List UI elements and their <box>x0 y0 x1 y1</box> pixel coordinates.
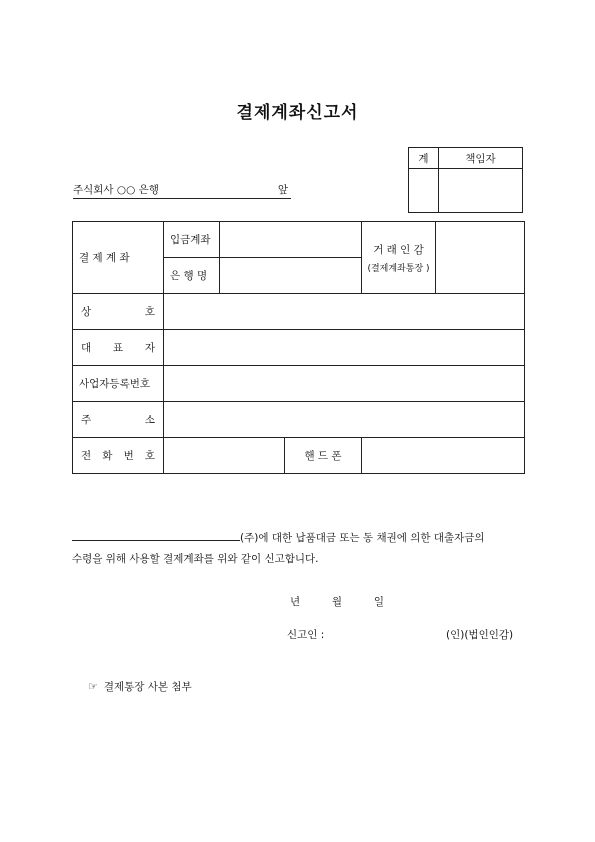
addressee-bank: 주식회사 ○○ 은행 <box>73 184 159 196</box>
approval-box <box>408 147 523 213</box>
transaction-seal-note: (결제계좌통장 ) <box>367 263 430 274</box>
phone-label: 전 화 번 호 <box>73 438 164 474</box>
business-reg-no-label: 사업자등록번호 <box>73 366 164 402</box>
notice-paragraph <box>72 527 524 570</box>
company-blank[interactable] <box>72 527 240 541</box>
address-label: 주 소 <box>73 402 164 438</box>
company-suffix: (주) <box>240 532 259 544</box>
reporter-seal: (인)(법인인감) <box>446 629 514 641</box>
payment-account-label: 결 제 계 좌 <box>73 222 164 294</box>
date-line <box>290 594 384 609</box>
reporter-label: 신고인 : <box>287 629 325 641</box>
company-name-label: 상 호 <box>73 294 164 330</box>
approval-header-manager: 책임자 <box>438 148 522 169</box>
mobile-label: 핸 드 폰 <box>285 438 362 474</box>
deposit-account-label: 입금계좌 <box>164 222 220 258</box>
addressee-suffix: 앞 <box>277 184 288 196</box>
deposit-account-field[interactable] <box>220 222 362 258</box>
notice-line-2: 수령을 위해 사용할 결제계좌를 위와 같이 신고합니다. <box>72 553 319 565</box>
addressee-line <box>73 183 291 199</box>
transaction-seal-label <box>362 222 436 294</box>
attachment-note <box>88 679 192 694</box>
business-reg-no-field[interactable] <box>164 366 525 402</box>
representative-label: 대 표 자 <box>73 330 164 366</box>
phone-field[interactable] <box>164 438 285 474</box>
approval-header-staff: 계 <box>409 148 439 169</box>
approval-sign-manager[interactable] <box>438 169 522 213</box>
transaction-seal-field[interactable] <box>436 222 525 294</box>
transaction-seal-title: 거 래 인 감 <box>373 243 424 256</box>
bank-name-label: 은 행 명 <box>164 258 220 294</box>
registration-table <box>72 221 525 474</box>
attachment-text: 결제통장 사본 첨부 <box>103 681 192 693</box>
address-field[interactable] <box>164 402 525 438</box>
date-month: 월 <box>331 596 343 608</box>
representative-field[interactable] <box>164 330 525 366</box>
mobile-field[interactable] <box>362 438 525 474</box>
date-year: 년 <box>290 596 301 608</box>
company-name-field[interactable] <box>164 294 525 330</box>
approval-sign-staff[interactable] <box>409 169 439 213</box>
date-day: 일 <box>373 596 384 608</box>
hand-pointing-icon: ☞ <box>88 680 98 693</box>
bank-name-field[interactable] <box>220 258 362 294</box>
notice-line-1: 에 대한 납품대금 또는 동 채권에 의한 대출자금의 <box>258 532 485 544</box>
document-title: 결제계좌신고서 <box>236 103 359 123</box>
